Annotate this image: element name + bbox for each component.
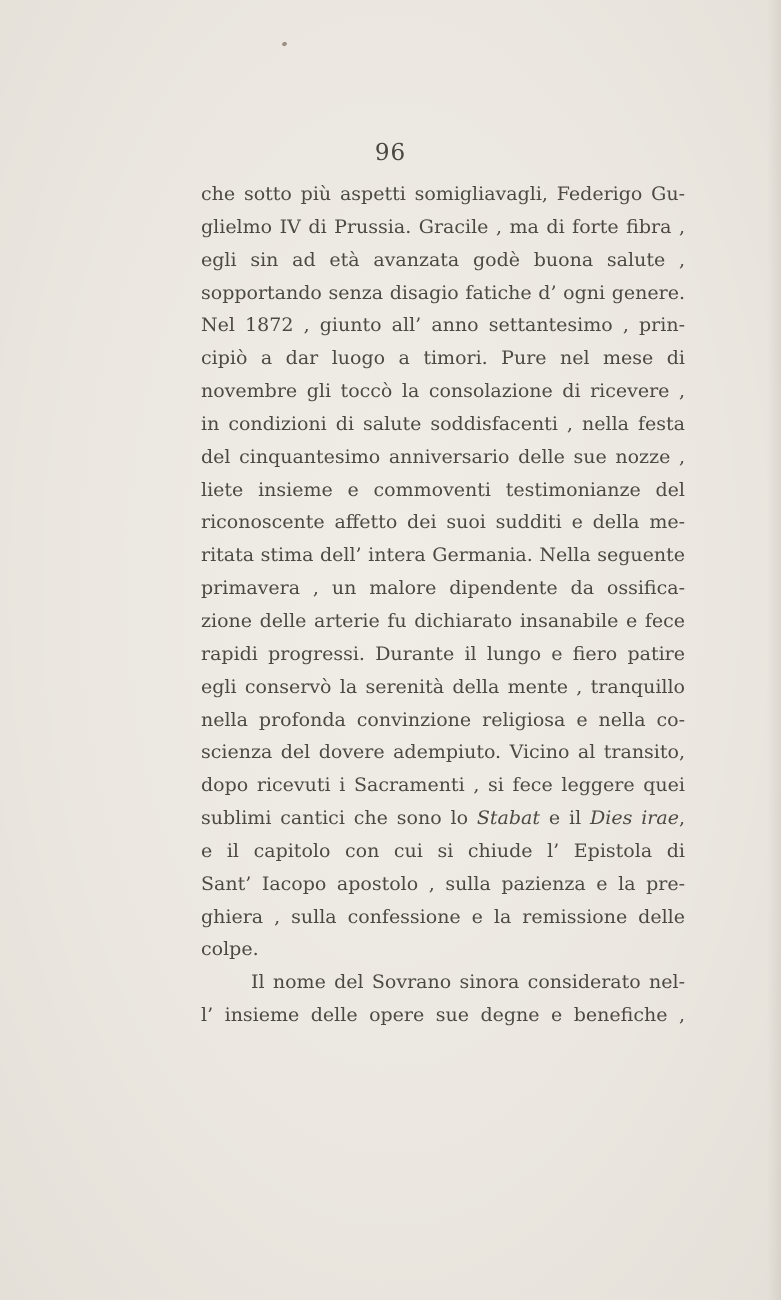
text-line: e il capitolo con cui si chiude l’ Epistola di [201, 839, 685, 862]
text-line: ghiera , sulla confessione e la remissione delle [201, 905, 685, 928]
text-line: l’ insieme delle opere sue degne e benefiche , [201, 1004, 685, 1027]
text-run: sublimi cantici che sono lo [201, 807, 477, 830]
text-line: rapidi progressi. Durante il lungo e fiero patire [201, 642, 685, 665]
text-line: dopo ricevuti i Sacramenti , si fece leggere quei [201, 774, 685, 797]
text-line: ritata stima dell’ intera Germania. Nella seguente [201, 544, 685, 567]
text-line: in condizioni di salute soddisfacenti , nella festa [201, 412, 685, 435]
text-run: e il [540, 807, 591, 830]
italic-title-stabat: Stabat [476, 807, 541, 830]
text-line: zione delle arterie fu dichiarato insanabile e fece [201, 609, 685, 632]
text-line: liete insieme e commoventi testimonianze del [201, 478, 685, 501]
page-number: 96 [374, 140, 407, 166]
text-run: , [678, 807, 686, 830]
text-line: egli sin ad età avanzata godè buona salute , [201, 248, 685, 271]
text-line: Nel 1872 , giunto all’ anno settantesimo , prin- [201, 314, 685, 337]
text-line: primavera , un malore dipendente da ossifica- [201, 577, 685, 600]
paragraph-1 [201, 178, 685, 966]
text-line: Il nome del Sovrano sinora considerato nel- [251, 971, 685, 994]
text-line: del cinquantesimo anniversario delle sue nozze , [201, 445, 685, 468]
text-line-with-titles [201, 802, 685, 835]
paragraph-2 [201, 966, 685, 1032]
text-line: Sant’ Iacopo apostolo , sulla pazienza e la pre- [201, 872, 685, 895]
body-text [201, 178, 685, 1032]
text-line: cipiò a dar luogo a timori. Pure nel mese di [201, 347, 685, 370]
text-line: glielmo IV di Prussia. Gracile , ma di forte fibra , [201, 215, 685, 238]
ink-speck [281, 41, 287, 47]
text-line: nella profonda convinzione religiosa e nella co- [201, 708, 685, 731]
page-edge-shadow [767, 0, 781, 1300]
text-line: riconoscente affetto dei suoi sudditi e della me- [201, 511, 685, 534]
italic-title-dies-irae: Dies irae [590, 807, 679, 830]
text-line: sopportando senza disagio fatiche d’ ogni genere. [201, 281, 685, 304]
text-line: che sotto più aspetti somigliavagli, Federigo Gu- [201, 183, 685, 205]
text-line: scienza del dovere adempiuto. Vicino al transito, [201, 741, 685, 764]
text-line: novembre gli toccò la consolazione di ricevere , [201, 380, 685, 403]
text-line: colpe. [201, 938, 259, 961]
text-line: egli conservò la serenità della mente , tranquillo [201, 675, 685, 698]
